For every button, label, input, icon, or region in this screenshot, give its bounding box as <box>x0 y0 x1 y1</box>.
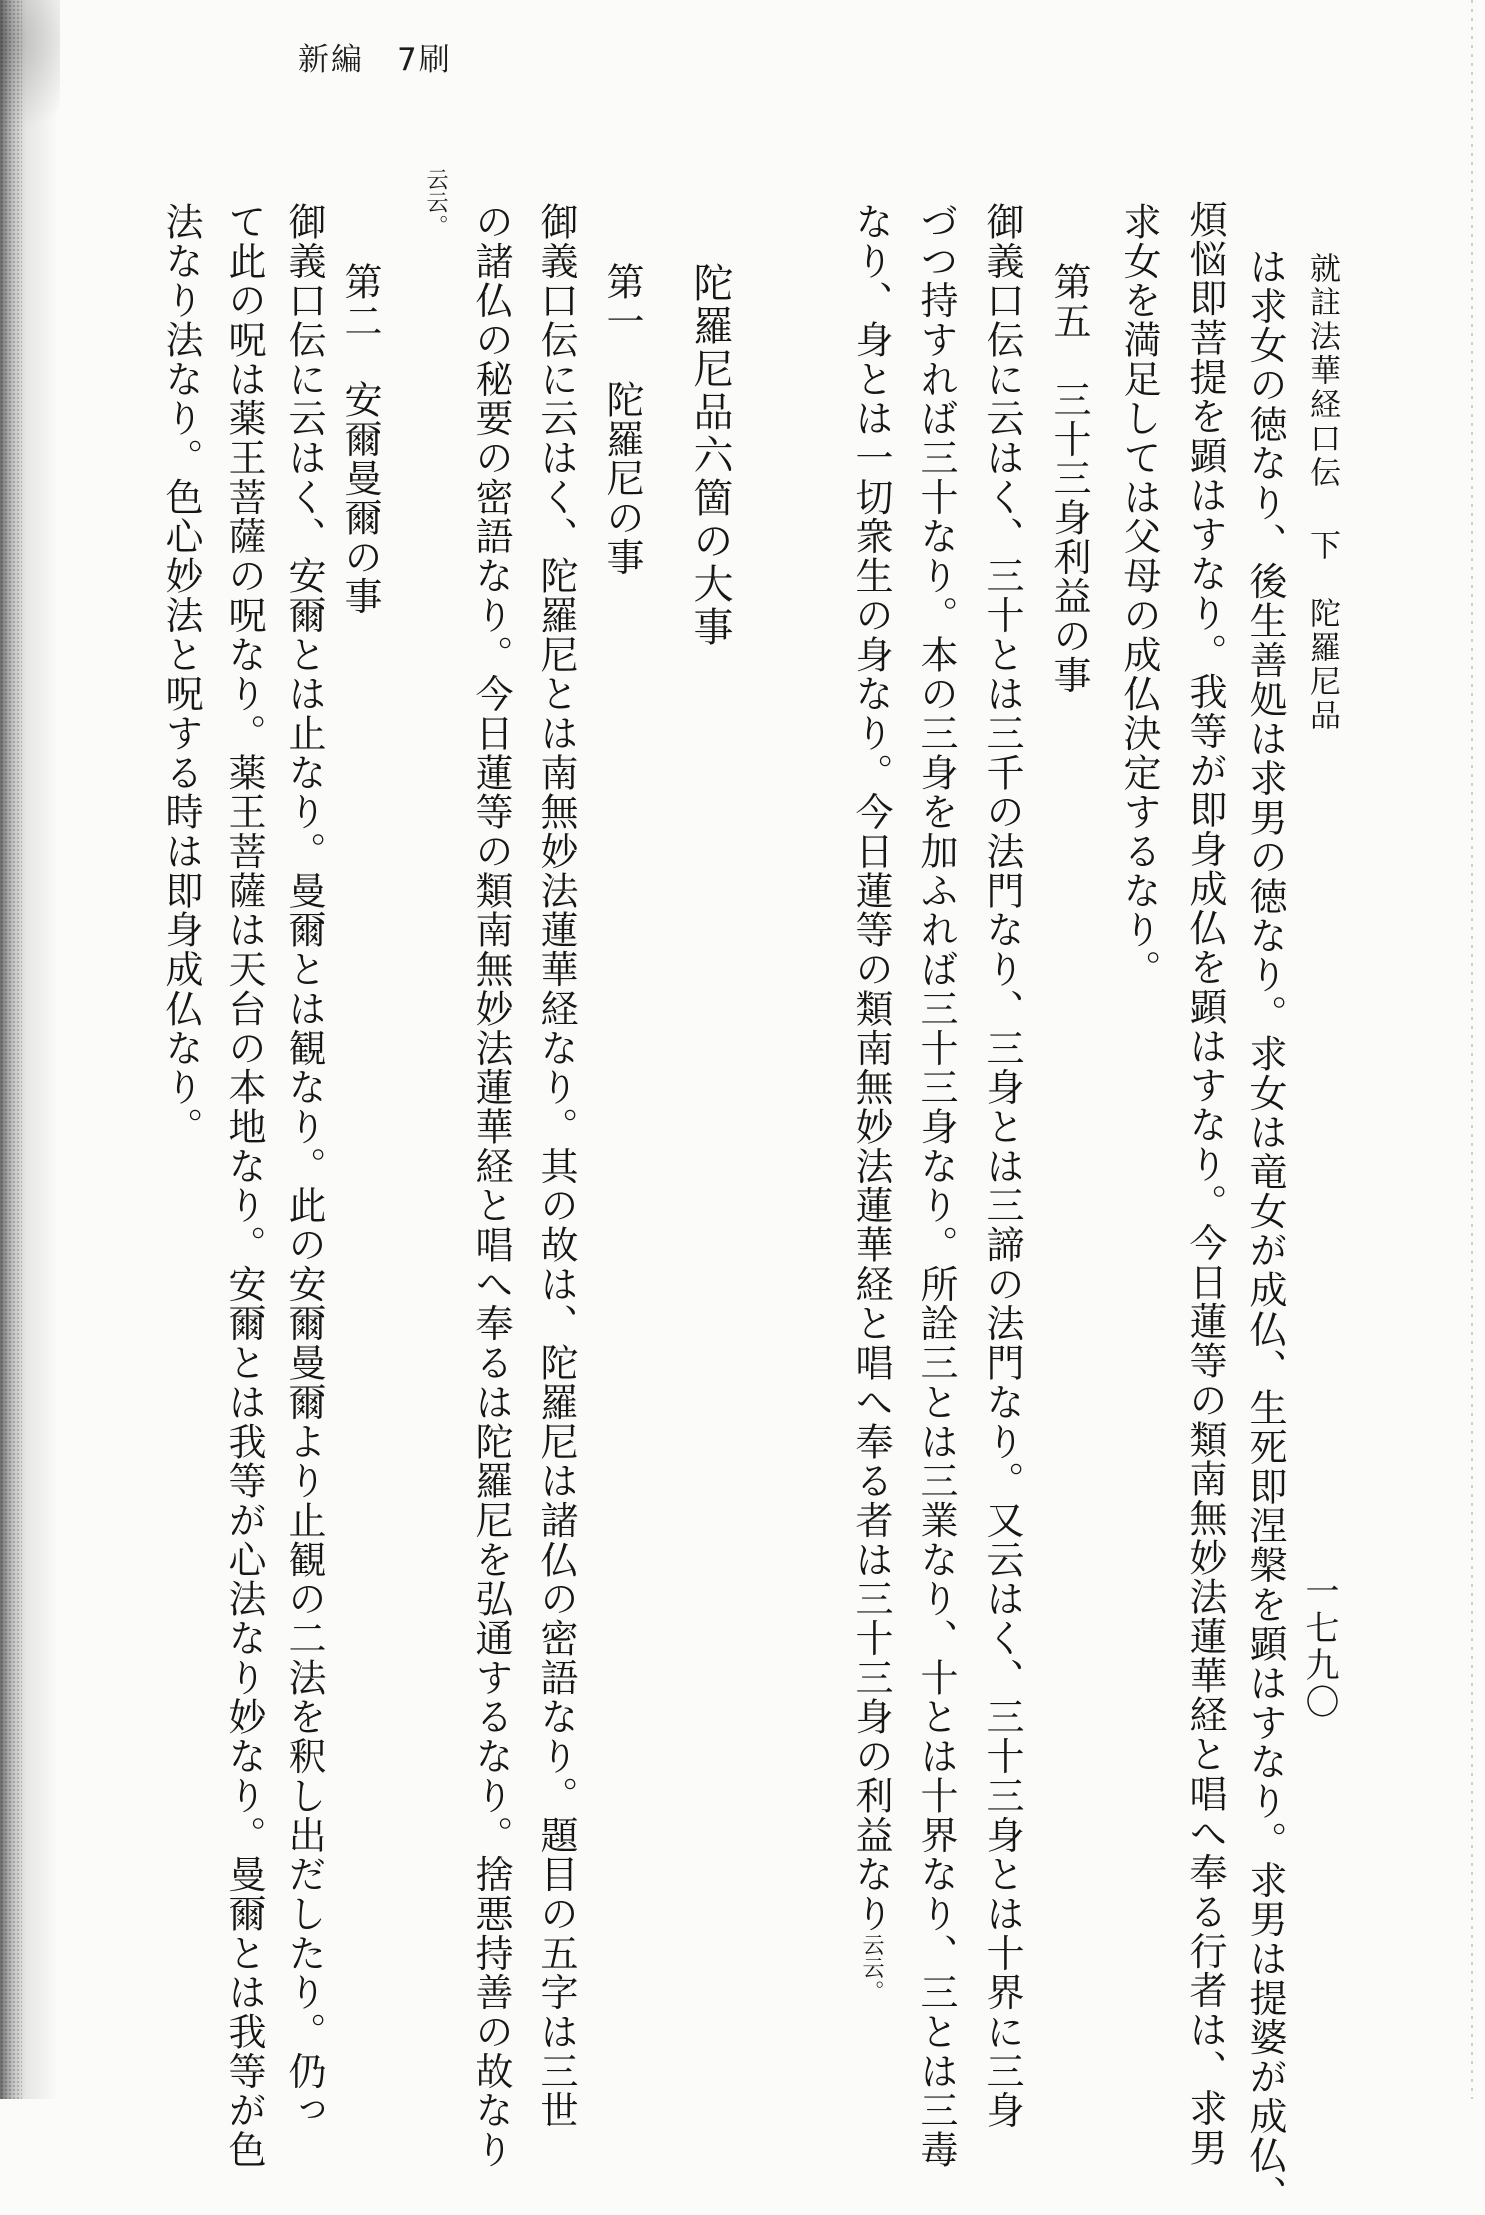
text-column-10: 御義口伝に云はく、陀羅尼とは南無妙法蓮華経なり。其の故は、陀羅尼は諸仏の密語なり。題目の五字は三世 <box>534 202 578 2131</box>
edition-label: 新編 7刷 <box>298 42 452 78</box>
text-column-3: 求女を満足しては父母の成仏決定するなり。 <box>1117 202 1161 989</box>
page-edge <box>1471 0 1473 2099</box>
text-column-7 <box>849 202 893 2004</box>
text-column-1: は求女の徳なり、後生善処は求男の徳なり。求女は竜女が成仏、生死即涅槃を顕はすなり。求男は提婆が成仏、 <box>1243 247 1287 2215</box>
text-column-11: の諸仏の秘要の密語なり。今日蓮等の類南無妙法蓮華経と唱へ奉るは陀羅尼を弘通するなり。捨悪持善の故なり <box>469 202 513 2170</box>
text-column-2: 煩悩即菩提を顕はすなり。我等が即身成仏を顕はすなり。今日蓮等の類南無妙法蓮華経と唱へ奉る行者は、求男 <box>1183 200 1227 2168</box>
text-column-14: 御義口伝に云はく、安爾とは止なり。曼爾とは観なり。此の安爾曼爾より止観の二法を釈し出だしたり。仍っ <box>282 202 326 2131</box>
section-heading-second: 第二 安爾曼爾の事 <box>338 262 382 617</box>
binding-texture <box>0 0 22 2099</box>
section-heading-fifth: 第五 三十三身利益の事 <box>1047 262 1091 695</box>
text-column-15: て此の呪は薬王菩薩の呪なり。薬王菩薩は天台の本地なり。安爾とは我等が心法なり妙なり。曼爾とは我等が色 <box>222 202 266 2170</box>
text-column-7-note: 云云。 <box>859 1933 884 2004</box>
text-column-6: づつ持すれば三十なり。本の三身を加ふれば三十三身なり。所詮三とは三業なり、十とは十界なり、三とは三毒 <box>914 202 958 2170</box>
running-header: 就註法華経口伝 下 陀羅尼品 <box>1304 252 1340 733</box>
text-column-5: 御義口伝に云はく、三十とは三千の法門なり、三身とは三諦の法門なり。又云はく、三十三身とは十界に三身 <box>980 202 1024 2131</box>
text-column-7-main: なり、身とは一切衆生の身なり。今日蓮等の類南無妙法蓮華経と唱へ奉る者は三十三身の利益なり <box>849 202 893 1934</box>
chapter-title: 陀羅尼品六箇の大事 <box>687 262 733 649</box>
section-heading-first: 第一 陀羅尼の事 <box>600 262 644 577</box>
text-column-16: 法なり法なり。色心妙法と呪する時は即身成仏なり。 <box>159 202 203 1147</box>
text-column-12-note: 云云。 <box>423 168 448 239</box>
page-number: 一七九〇 <box>1299 1573 1339 1721</box>
